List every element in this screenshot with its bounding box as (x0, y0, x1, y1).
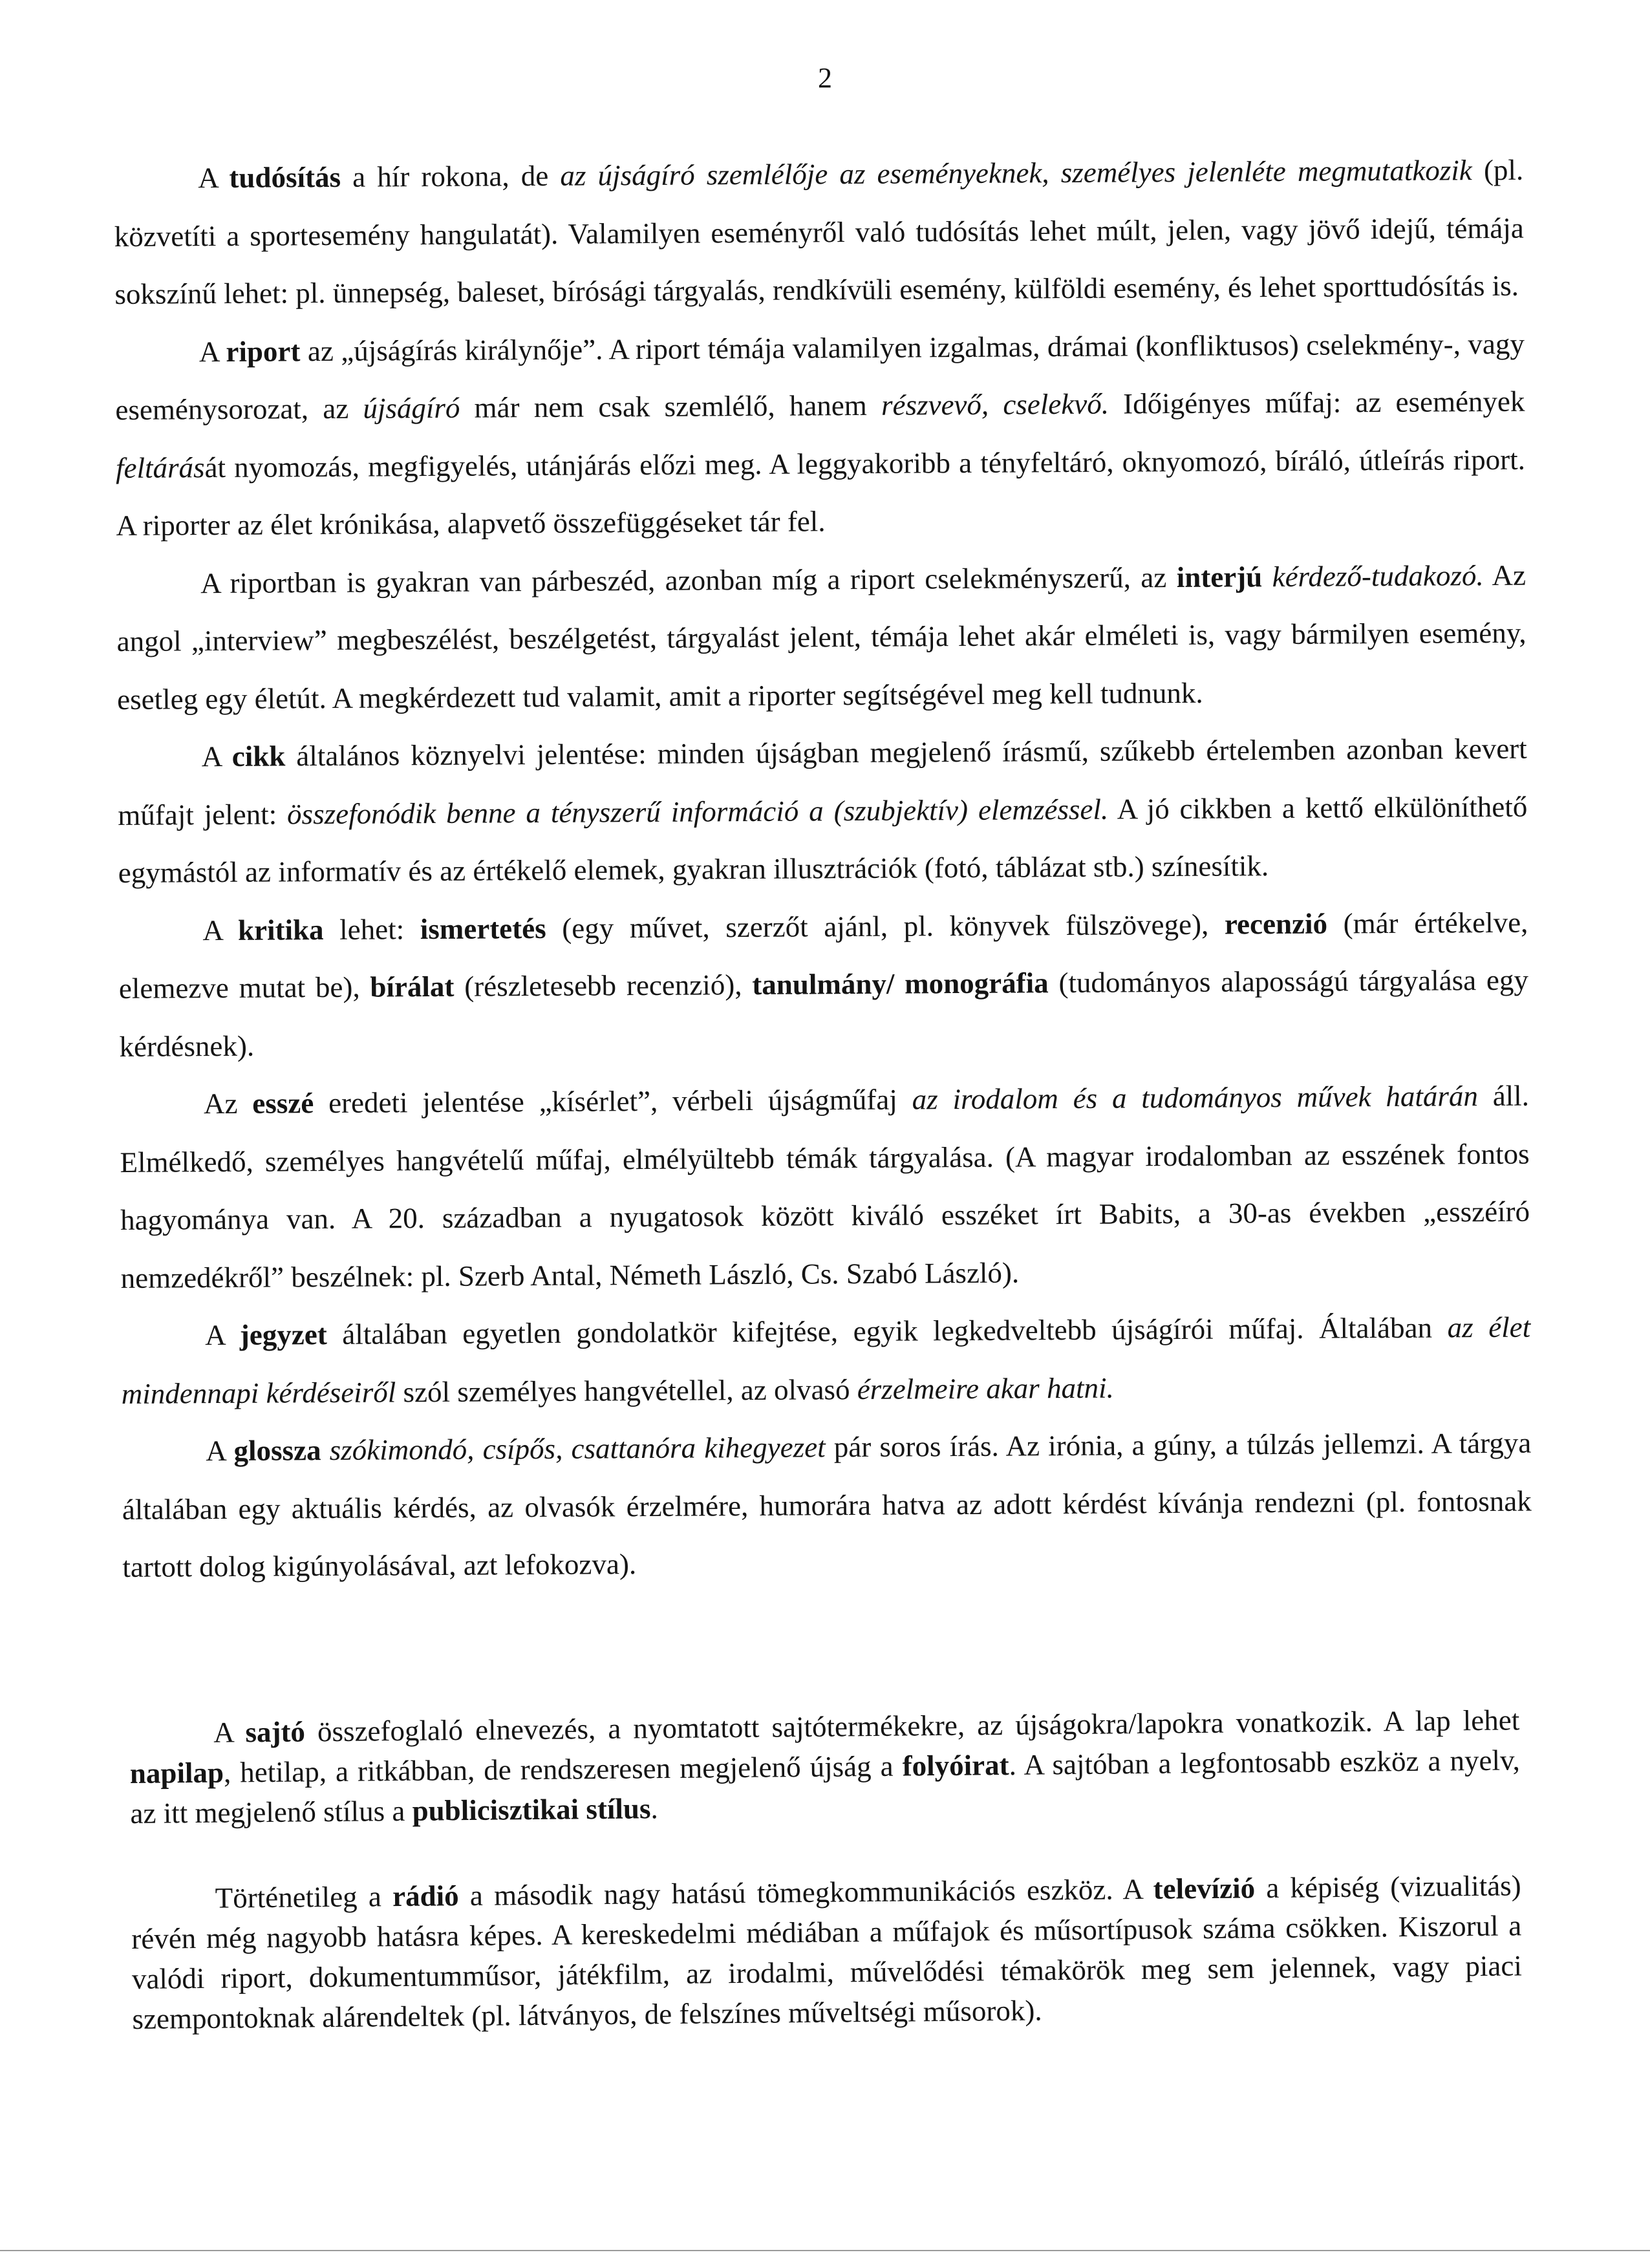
italic-phrase: kérdező-tudakozó. (1272, 559, 1484, 593)
bold-term: bírálat (370, 970, 455, 1003)
text-run: át nyomozás, megfigyelés, utánjárás előzi meg. A leggyakoribb a tényfeltáró, oknyomozó, bíráló, útleírás riport. A riporter az élet krónikása, alapvető összefüggéseket tár fel. (116, 443, 1526, 542)
text-run: lehet: (323, 912, 420, 946)
text-run: általános köznyelvi jelentése: minden újságban megjelenő írásmű, szűkebb értelemben azonban kevert műfajt jelent: (118, 732, 1527, 831)
media-text-section (129, 1700, 1523, 2039)
text-run: általában egyetlen gondolatkör kifejtése, egyik legkedveltebb újságírói műfaj. Általában (327, 1311, 1448, 1351)
bold-term: jegyzet (239, 1318, 327, 1351)
text-run: összefoglaló elnevezés, a nyomtatott sajtótermékekre, az újságokra/lapokra vonatkozik. A lap lehet (305, 1704, 1520, 1748)
bold-term: napilap (129, 1756, 224, 1790)
paragraph-tudositas (114, 142, 1525, 324)
text-run: A jó cikkben a kettő elkülöníthető egymástól az informatív és az értékelő elemek, gyakran illusztrációk (fotó, táblázat stb.) színesítik. (118, 790, 1528, 889)
paragraph-jegyzet (121, 1299, 1531, 1423)
text-run: A (201, 740, 232, 773)
text-run: a hír rokona, de (340, 159, 561, 193)
text-run: Az (203, 1087, 253, 1120)
text-run (1262, 561, 1272, 593)
bold-term: riport (226, 334, 301, 368)
paragraph-glossza (122, 1415, 1532, 1597)
text-run: Történetileg a (215, 1880, 393, 1914)
italic-phrase: szókimondó, csípős, csattanóra kihegyezet (329, 1431, 826, 1466)
text-run: A (206, 1434, 234, 1468)
italic-phrase: összefonódik benne a tényszerű információ a (szubjektív) elemzéssel. (286, 793, 1109, 830)
bold-term: recenzió (1224, 907, 1328, 941)
bold-term: publicisztikai stílus (412, 1792, 651, 1827)
text-run: Az angol „interview” megbeszélést, beszélgetést, tárgyalást jelent, témája lehet akár elméleti is, vagy bármilyen esemény, esetleg egy életút. A megkérdezett tud valamit, amit a riporter segítségével meg kell tudnunk. (116, 559, 1527, 716)
scan-bottom-edge (0, 2250, 1650, 2251)
text-run: A (213, 1716, 246, 1749)
bold-term: folyóirat (902, 1748, 1009, 1782)
paragraph-sajto (129, 1700, 1521, 1834)
text-run: , hetilap, a ritkábban, de rendszeresen megjelenő újság a (223, 1749, 903, 1789)
text-run: áll. Elmélkedő, személyes hangvételű műfaj, elmélyültebb témák tárgyalása. (A magyar irodalomban az esszének fontos hagyománya van. A 20. században a nyugatosok között kiváló esszéket írt Babits, a 30-as években „esszéíró nemzedékről” beszélnek: pl. Szerb Antal, Németh László, Cs. Szabó László). (120, 1079, 1530, 1294)
italic-phrase: az újságíró szemlélője az eseményeknek, személyes jelenléte megmutatkozik (560, 154, 1472, 192)
text-run: (pl. közvetíti a sportesemény hangulatát). Valamilyen eseményről való tudósítás lehet múlt, jelen, vagy jövő idejű, témája sokszínű lehet: pl. ünnepség, baleset, bírósági tárgyalás, rendkívüli esemény, külföldi esemény, és lehet sporttudósítás is. (114, 153, 1524, 310)
paragraph-cikk (117, 720, 1528, 903)
text-run: a képiség (vizualitás) révén még nagyobb hatásra képes. A kereskedelmi médiában a műfajok és műsortípusok száma csökken. Kiszorul a valódi riport, dokumentumműsor, játékfilm, az irodalmi, művelődési témakörök meg sem jelennek, vagy piaci szempontoknak alárendeltek (pl. látványos, de felszínes műveltségi műsorok). (131, 1869, 1523, 2035)
paragraph-kritika (118, 893, 1529, 1076)
text-run: . (650, 1792, 658, 1825)
paragraph-interju (116, 546, 1527, 729)
paragraph-radio (131, 1865, 1522, 2039)
main-text-section (114, 142, 1532, 1597)
italic-phrase: feltárás (115, 451, 205, 484)
text-run: szól személyes hangvétellel, az olvasó (396, 1373, 857, 1408)
text-run (321, 1434, 329, 1466)
text-run: (egy művet, szerzőt ajánl, pl. könyvek fülszövege), (546, 908, 1225, 945)
text-run: pár soros írás. Az irónia, a gúny, a túlzás jellemzi. A tárgya általában egy aktuális kérdés, az olvasók érzelmére, humorára hatva az adott kérdést kívánja rendezni (pl. fontosnak tartott dolog kigúnyolásával, azt lefokozva). (122, 1426, 1532, 1583)
italic-phrase: az élet mindennapi kérdéseiről (121, 1311, 1531, 1410)
bold-term: interjú (1176, 560, 1263, 594)
bold-term: cikk (231, 740, 286, 773)
text-run: a második nagy hatású tömegkommunikációs eszköz. A (458, 1872, 1153, 1912)
text-run: (részletesebb recenzió), (454, 968, 753, 1003)
text-run: A (198, 335, 226, 368)
text-run: A (205, 1318, 240, 1352)
text-run: az „újságírás királynője”. A riport témája valamilyen izgalmas, drámai (konfliktusos) cselekmény-, vagy eseménysorozat, az (115, 327, 1525, 426)
text-run: A (202, 914, 239, 947)
italic-phrase: az irodalom és a tudományos művek határán (912, 1080, 1479, 1116)
bold-term: ismertetés (420, 912, 546, 945)
paragraph-riport (115, 315, 1526, 555)
text-run: már nem csak szemlélő, hanem (460, 389, 882, 424)
bold-term: tudósítás (229, 160, 341, 194)
italic-phrase: érzelmeire akar hatni. (857, 1371, 1114, 1406)
bold-term: sajtó (245, 1715, 306, 1749)
text-run: eredeti jelentése „kísérlet”, vérbeli újságműfaj (314, 1083, 912, 1120)
italic-phrase: újságíró (363, 391, 460, 425)
text-run: (tudományos alaposságú tárgyalása egy kérdésnek). (119, 963, 1529, 1063)
text-run: (már értékelve, elemezve mutat be), (118, 906, 1528, 1005)
text-run: . A sajtóban a legfontosabb eszköz a nyelv, az itt megjelenő stílus a (130, 1744, 1521, 1830)
bold-term: kritika (237, 913, 324, 947)
bold-term: televízió (1153, 1872, 1256, 1905)
bold-term: glossza (233, 1434, 321, 1467)
italic-phrase: részvevő, cselekvő. (881, 387, 1109, 422)
text-run: Időigényes műfaj: az események (1108, 385, 1525, 420)
text-run: A riportban is gyakran van párbeszéd, azonban míg a riport cselekményszerű, az (200, 561, 1177, 599)
bold-term: rádió (392, 1879, 459, 1913)
bold-term: esszé (252, 1087, 314, 1120)
page-number: 2 (818, 62, 832, 94)
paragraph-essze (120, 1067, 1530, 1307)
bold-term: tanulmány/ monográfia (752, 967, 1049, 1001)
text-run: A (198, 161, 230, 195)
